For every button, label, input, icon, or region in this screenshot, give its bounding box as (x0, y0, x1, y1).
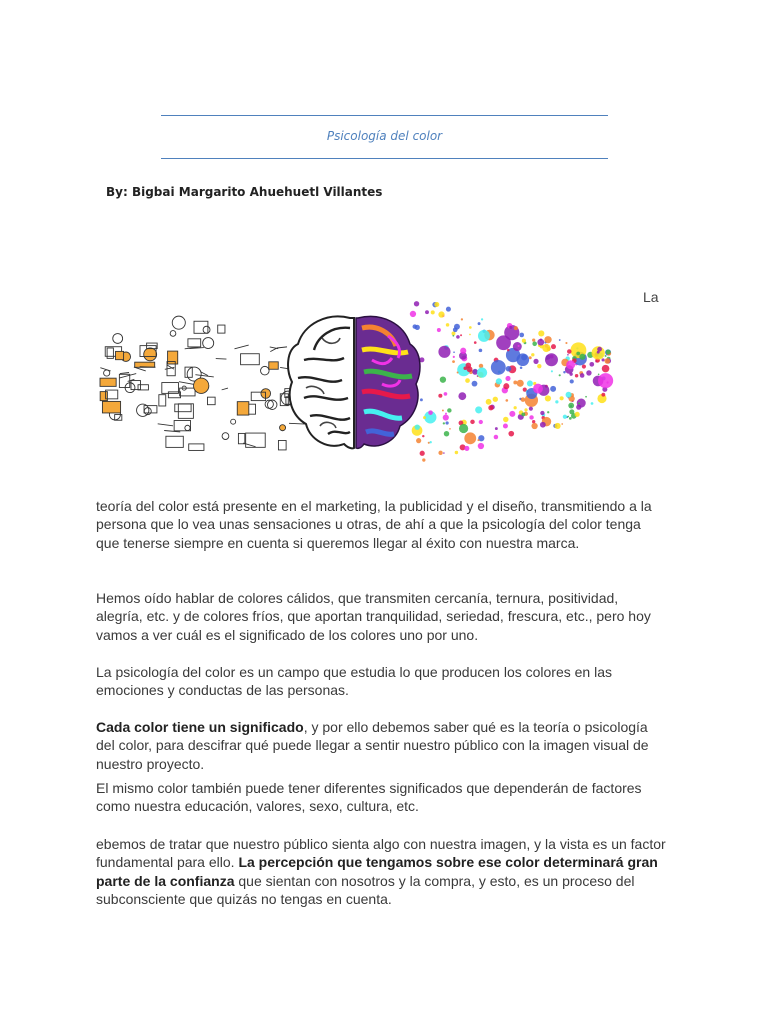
paragraph-teoria: teoría del color está presente en el marketing, la publicidad y el diseño, transmitiendo a la persona que lo vea unas sensaciones u otras, de ahí a que la psicología del color tenga que tenerse siempre en cuenta si queremos llegar al éxito con nuestra marca. (96, 498, 652, 551)
text-significado: , y por ello debemos saber qué es la teoría o psicología del color, para descifrar qué puede llegar a sentir nuestro público con la imagen visual de nuestro proyecto. (96, 719, 649, 772)
doodle-sketches (100, 316, 306, 450)
paragraph-mismo-color: El mismo color también puede tener diferentes significados que dependerán de factores como nuestra educación, valores, sexo, cultura, etc. (96, 780, 642, 815)
title-rule-top (161, 115, 608, 116)
paragraph-calidos-frios: Hemos oído hablar de colores cálidos, que transmiten cercanía, ternura, positividad, alegría, etc. y de colores fríos, que aportan tranquilidad, seriedad, frescura, etc., pero hoy vamos a ver cuál es el significado de los colores uno por uno. (96, 590, 651, 643)
brain-illustration-icon (92, 288, 614, 476)
paint-splatter (410, 301, 613, 462)
paragraph-percepcion (96, 835, 668, 908)
title-rule-bottom (161, 158, 608, 159)
brain-right-hemisphere (356, 316, 420, 448)
text-percepcion-start: ebemos de tratar que nuestro público sienta algo con nuestra imagen, y la vista es un factor fundamental para ello. (96, 836, 666, 871)
author-byline: By: Bigbai Margarito Ahuehuetl Villantes (106, 185, 383, 199)
floating-word: La (643, 289, 659, 305)
paragraph-significado (96, 718, 668, 773)
page-title: Psicología del color (326, 129, 443, 143)
text-percepcion-end: que sientan con nosotros y la compra, y esto, es un proceso del subconsciente que quizás no tengas en cuenta. (96, 872, 635, 907)
brain-left-hemisphere (288, 316, 354, 448)
paragraph-definicion: La psicología del color es un campo que estudia lo que producen los colores en las emociones y conductas de las personas. (96, 664, 612, 699)
bold-significado: Cada color tiene un significado (96, 719, 304, 735)
bold-percepcion: La percepción que tengamos sobre ese color determinará gran parte de la confianza (96, 854, 658, 889)
